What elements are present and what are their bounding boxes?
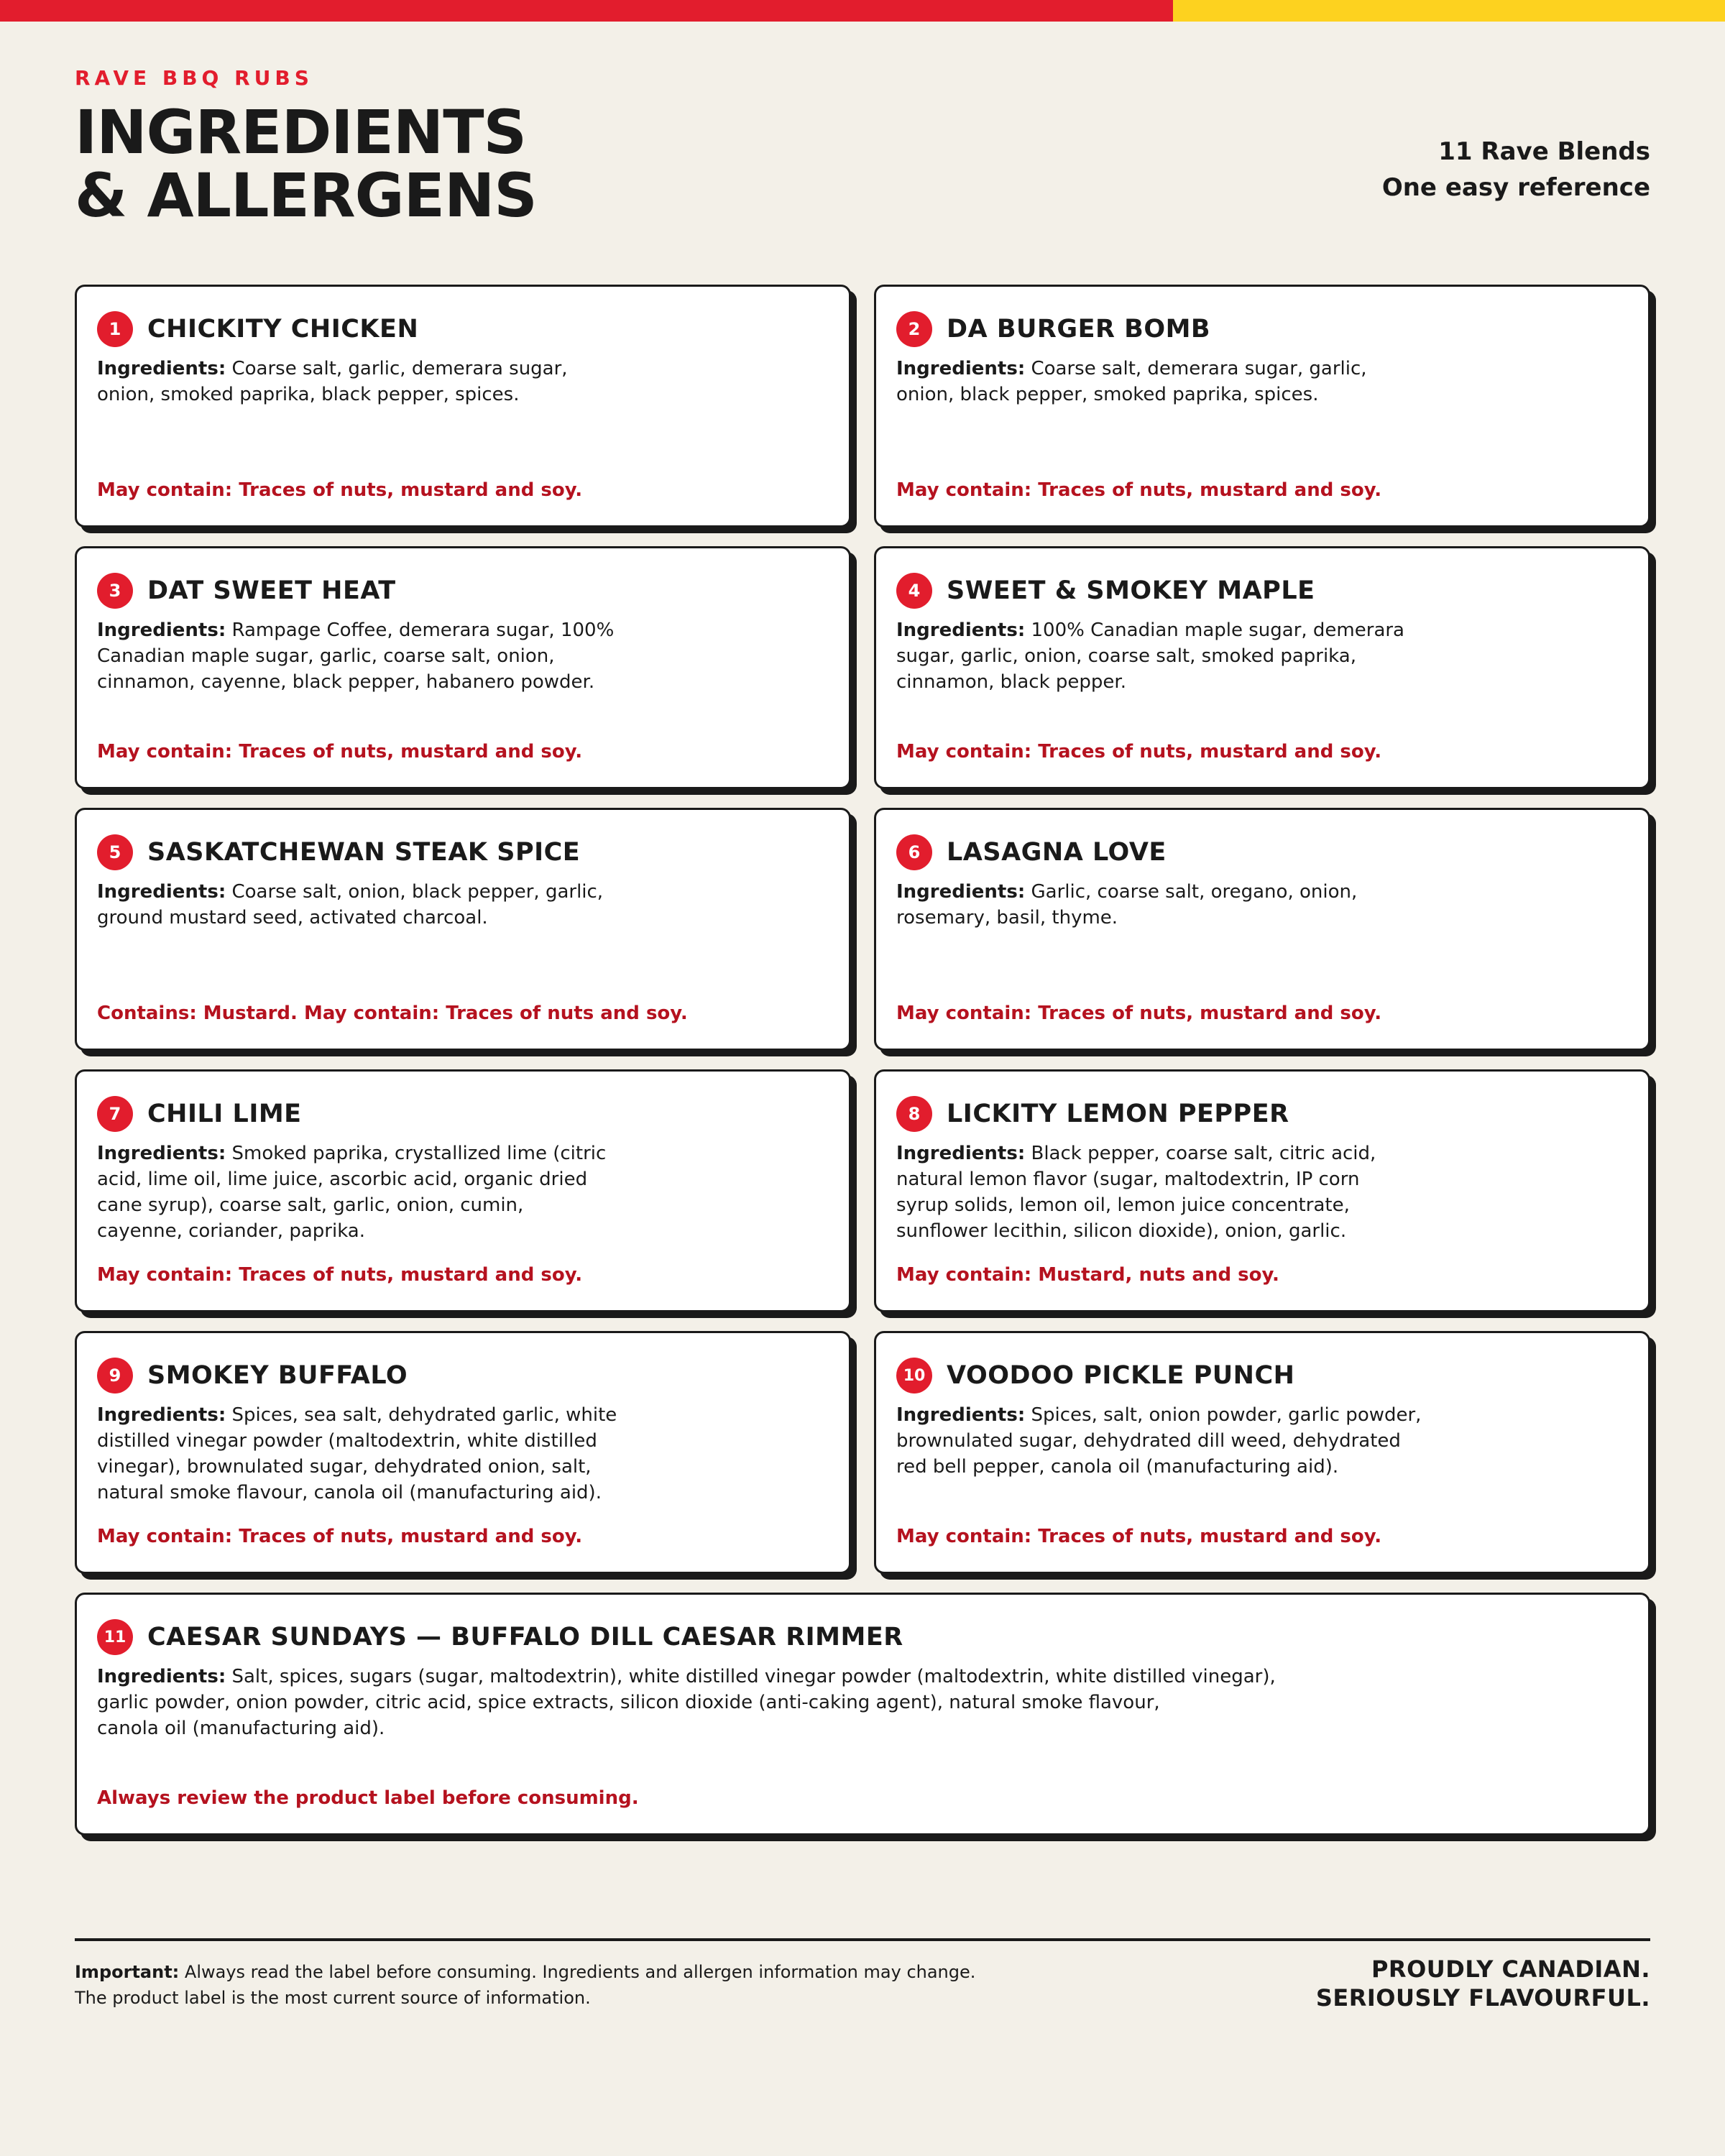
product-card (874, 1331, 1650, 1574)
allergen-warning: May contain: Traces of nuts, mustard and soy. (97, 1526, 583, 1547)
ingredients-line-text: acid, lime oil, lime juice, ascorbic acid, organic dried (97, 1169, 588, 1190)
ingredients-line-text: onion, smoked paprika, black pepper, spices. (97, 384, 520, 405)
ingredients-label: Ingredients: (896, 358, 1026, 379)
ingredients-line (896, 643, 1404, 669)
product-number-badge: 8 (896, 1096, 932, 1132)
title-line-1: INGREDIENTS (75, 97, 527, 167)
card-header (896, 1096, 1289, 1132)
ingredients-line (97, 1192, 606, 1218)
ingredients-text (896, 356, 1367, 407)
ingredients-line-text: cayenne, coriander, paprika. (97, 1220, 365, 1242)
ingredients-line (896, 879, 1357, 905)
ingredients-text (896, 617, 1404, 695)
ingredients-label: Ingredients: (97, 619, 226, 641)
tagline-line-2: One easy reference (1381, 173, 1650, 202)
ingredients-text (97, 617, 614, 695)
card-header (97, 311, 418, 347)
ingredients-line (896, 1428, 1421, 1454)
product-name: SASKATCHEWAN STEAK SPICE (147, 838, 581, 867)
ingredients-line-text: cane syrup), coarse salt, garlic, onion, cumin, (97, 1194, 524, 1216)
ingredients-line (97, 1141, 606, 1166)
allergen-warning: May contain: Traces of nuts, mustard and soy. (896, 1526, 1382, 1547)
ingredients-line-text: Spices, sea salt, dehydrated garlic, white (231, 1404, 617, 1426)
ingredients-line (896, 905, 1357, 931)
product-number-badge: 1 (97, 311, 133, 347)
ingredients-line (896, 382, 1367, 407)
ingredients-text (97, 1402, 617, 1506)
product-name: CHILI LIME (147, 1100, 302, 1128)
product-number-badge: 3 (97, 573, 133, 609)
product-number-badge: 2 (896, 311, 932, 347)
ingredients-line-text: Rampage Coffee, demerara sugar, 100% (231, 619, 615, 641)
title-line-2: & ALLERGENS (75, 160, 537, 231)
ingredients-line (97, 1218, 606, 1244)
ingredients-line (97, 1402, 617, 1428)
ingredients-text (97, 1141, 606, 1244)
ingredients-line (896, 1402, 1421, 1428)
ingredients-line-text: Spices, salt, onion powder, garlic powder, (1031, 1404, 1422, 1426)
allergen-warning: May contain: Traces of nuts, mustard and soy. (896, 741, 1382, 763)
top-color-bar (0, 0, 1725, 22)
ingredients-line-text: garlic powder, onion powder, citric acid, spice extracts, silicon dioxide (anti-caking agent), natural smoke flavour, (97, 1692, 1160, 1713)
ingredients-line-text: distilled vinegar powder (maltodextrin, white distilled (97, 1430, 597, 1452)
important-label: Important: (75, 1962, 180, 1982)
card-header (896, 1358, 1294, 1393)
slogan-line-1: PROUDLY CANADIAN. (1371, 1955, 1650, 1983)
ingredients-line (97, 1428, 617, 1454)
product-card (75, 285, 851, 528)
ingredients-line (896, 1192, 1376, 1218)
product-number-badge: 11 (97, 1619, 133, 1655)
product-name: LICKITY LEMON PEPPER (947, 1100, 1289, 1128)
product-number-badge: 5 (97, 834, 133, 870)
allergen-warning: Contains: Mustard. May contain: Traces of nuts and soy. (97, 1003, 688, 1024)
ingredients-line-text: onion, black pepper, smoked paprika, spices. (896, 384, 1319, 405)
allergen-warning: May contain: Traces of nuts, mustard and soy. (97, 741, 583, 763)
product-card (874, 285, 1650, 528)
product-name: SWEET & SMOKEY MAPLE (947, 576, 1315, 605)
product-number-badge: 6 (896, 834, 932, 870)
ingredients-text (896, 1141, 1376, 1244)
slogan-line-2: SERIOUSLY FLAVOURFUL. (1315, 1984, 1650, 2012)
product-card (874, 808, 1650, 1051)
footer-note-text-1: Always read the label before consuming. Ingredients and allergen information may change. (184, 1962, 976, 1982)
card-header (896, 311, 1210, 347)
ingredients-label: Ingredients: (97, 1666, 226, 1687)
ingredients-text (97, 1664, 1276, 1741)
ingredients-text (97, 879, 603, 931)
footer-note (75, 1959, 975, 2011)
tagline-line-1: 11 Rave Blends (1438, 137, 1650, 166)
ingredients-line-text: Garlic, coarse salt, oregano, onion, (1031, 881, 1358, 903)
product-card (75, 1069, 851, 1312)
product-card (75, 808, 851, 1051)
ingredients-line-text: brownulated sugar, dehydrated dill weed, dehydrated (896, 1430, 1401, 1452)
ingredients-line (896, 1166, 1376, 1192)
card-header (896, 573, 1315, 609)
product-card (874, 546, 1650, 789)
card-header (97, 1619, 903, 1655)
ingredients-label: Ingredients: (97, 1143, 226, 1164)
allergen-warning: Always review the product label before consuming. (97, 1787, 639, 1809)
product-name: DA BURGER BOMB (947, 315, 1211, 344)
card-header (97, 573, 396, 609)
product-number-badge: 10 (896, 1358, 932, 1393)
footer-divider (75, 1938, 1650, 1941)
ingredients-label: Ingredients: (896, 881, 1026, 903)
ingredients-line (97, 643, 614, 669)
ingredients-line (97, 1664, 1276, 1690)
ingredients-line (896, 1141, 1376, 1166)
ingredients-line-text: sunflower lecithin, silicon dioxide), onion, garlic. (896, 1220, 1347, 1242)
ingredients-label: Ingredients: (896, 619, 1026, 641)
ingredients-text (896, 1402, 1421, 1480)
ingredients-line (97, 905, 603, 931)
ingredients-line-text: Coarse salt, demerara sugar, garlic, (1031, 358, 1367, 379)
ingredients-line-text: natural smoke flavour, canola oil (manufacturing aid). (97, 1482, 602, 1503)
product-card (75, 1593, 1650, 1835)
ingredients-label: Ingredients: (97, 358, 226, 379)
ingredients-line-text: sugar, garlic, onion, coarse salt, smoked paprika, (896, 645, 1356, 667)
allergen-warning: May contain: Traces of nuts, mustard and soy. (896, 1003, 1382, 1024)
ingredients-line (97, 669, 614, 695)
ingredients-line-text: ground mustard seed, activated charcoal. (97, 907, 488, 929)
product-name: SMOKEY BUFFALO (147, 1361, 408, 1390)
ingredients-line (97, 1715, 1276, 1741)
product-name: CHICKITY CHICKEN (147, 315, 419, 344)
ingredients-line-text: Black pepper, coarse salt, citric acid, (1031, 1143, 1376, 1164)
brand-name: RAVE BBQ RUBS (75, 66, 313, 90)
page-title (75, 97, 537, 231)
ingredients-line (896, 1454, 1421, 1480)
ingredients-line (97, 1690, 1276, 1715)
footer-slogan (1316, 1955, 1650, 2012)
product-number-badge: 7 (97, 1096, 133, 1132)
ingredients-text (896, 879, 1357, 931)
product-number-badge: 9 (97, 1358, 133, 1393)
product-card (874, 1069, 1650, 1312)
ingredients-line-text: rosemary, basil, thyme. (896, 907, 1118, 929)
allergen-warning: May contain: Traces of nuts, mustard and soy. (896, 479, 1382, 501)
ingredients-label: Ingredients: (97, 881, 226, 903)
footer-note-line-2: The product label is the most current source of information. (75, 1988, 591, 2008)
product-name: LASAGNA LOVE (947, 838, 1167, 867)
ingredients-line-text: Coarse salt, garlic, demerara sugar, (231, 358, 568, 379)
card-header (97, 1096, 302, 1132)
ingredients-line (97, 1480, 617, 1506)
top-bar-yellow (1173, 0, 1725, 22)
card-header (97, 834, 580, 870)
ingredients-line-text: Smoked paprika, crystallized lime (citric (231, 1143, 607, 1164)
allergen-warning: May contain: Traces of nuts, mustard and soy. (97, 1264, 583, 1286)
ingredients-line (97, 879, 603, 905)
ingredients-line (97, 382, 568, 407)
ingredients-line (896, 617, 1404, 643)
ingredients-line-text: 100% Canadian maple sugar, demerara (1031, 619, 1404, 641)
ingredients-line (896, 1218, 1376, 1244)
tagline (1382, 134, 1650, 206)
ingredients-line-text: natural lemon flavor (sugar, maltodextrin, IP corn (896, 1169, 1360, 1190)
product-name: CAESAR SUNDAYS — BUFFALO DILL CAESAR RIMMER (147, 1623, 903, 1651)
footer-note-line-1 (75, 1959, 975, 1985)
ingredients-line-text: cinnamon, cayenne, black pepper, habanero powder. (97, 671, 595, 693)
product-name: DAT SWEET HEAT (147, 576, 396, 605)
ingredients-line (97, 617, 614, 643)
card-header (97, 1358, 408, 1393)
allergen-warning: May contain: Traces of nuts, mustard and soy. (97, 479, 583, 501)
ingredients-line-text: Canadian maple sugar, garlic, coarse salt, onion, (97, 645, 555, 667)
top-bar-red (0, 0, 1173, 22)
ingredients-line (97, 356, 568, 382)
ingredients-line-text: cinnamon, black pepper. (896, 671, 1126, 693)
ingredients-line-text: syrup solids, lemon oil, lemon juice concentrate, (896, 1194, 1350, 1216)
ingredients-line-text: red bell pepper, canola oil (manufacturing aid). (896, 1456, 1339, 1478)
product-card (75, 1331, 851, 1574)
ingredients-line (896, 356, 1367, 382)
ingredients-label: Ingredients: (896, 1404, 1026, 1426)
allergen-warning: May contain: Mustard, nuts and soy. (896, 1264, 1279, 1286)
ingredients-line (896, 669, 1404, 695)
ingredients-line-text: canola oil (manufacturing aid). (97, 1718, 385, 1739)
product-card (75, 546, 851, 789)
ingredients-line-text: Salt, spices, sugars (sugar, maltodextrin), white distilled vinegar powder (maltodextrin, white distilled vinegar), (231, 1666, 1276, 1687)
card-header (896, 834, 1167, 870)
ingredients-label: Ingredients: (896, 1143, 1026, 1164)
ingredients-line (97, 1166, 606, 1192)
ingredients-line-text: Coarse salt, onion, black pepper, garlic, (231, 881, 604, 903)
product-number-badge: 4 (896, 573, 932, 609)
ingredients-text (97, 356, 568, 407)
product-name: VOODOO PICKLE PUNCH (947, 1361, 1295, 1390)
ingredients-line-text: vinegar), brownulated sugar, dehydrated onion, salt, (97, 1456, 592, 1478)
ingredients-label: Ingredients: (97, 1404, 226, 1426)
ingredients-line (97, 1454, 617, 1480)
